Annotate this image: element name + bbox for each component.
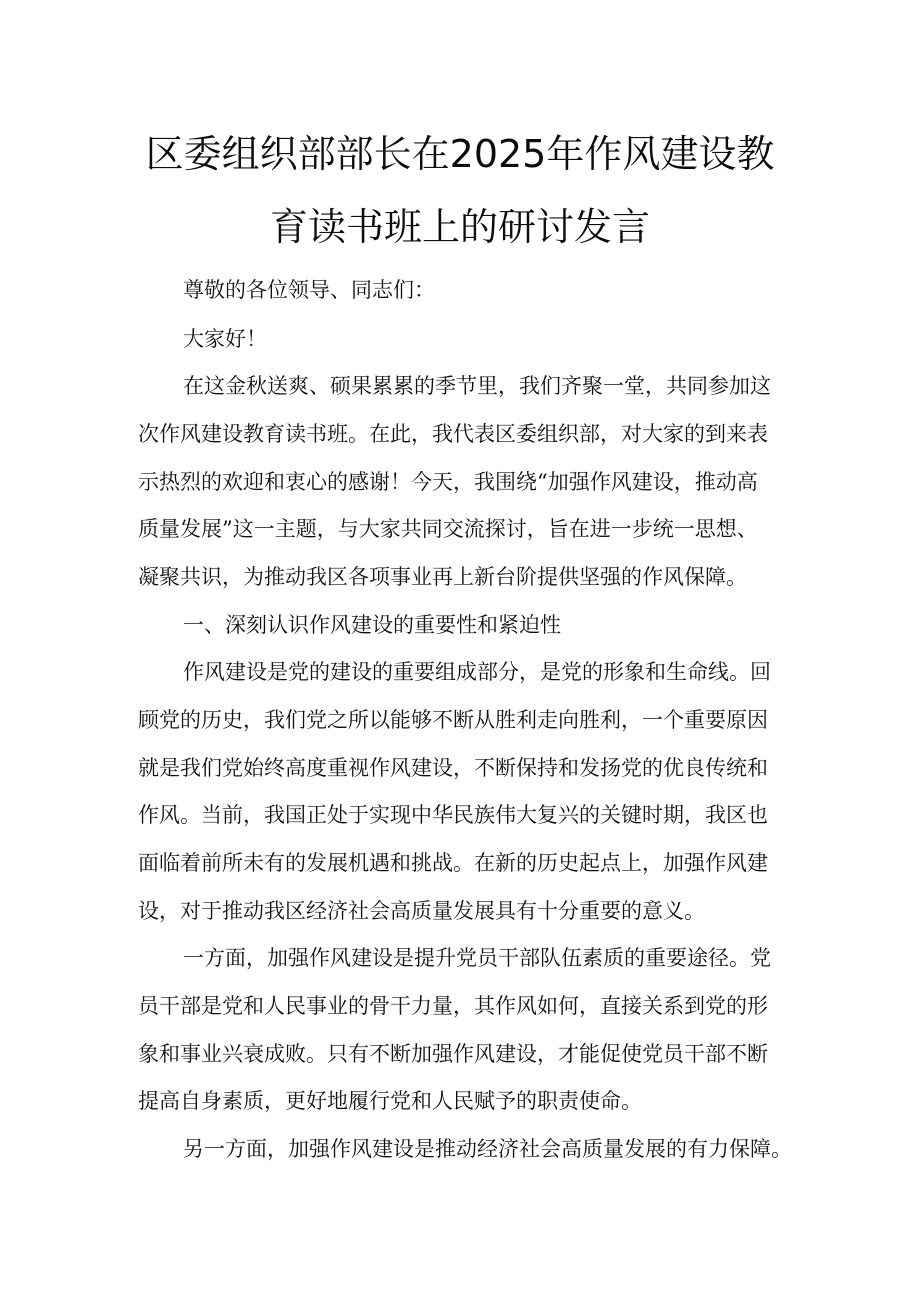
paragraph-line: 另一方面，加强作风建设是推动经济社会高质量发展的有力保障。 bbox=[183, 1137, 792, 1161]
paragraph-line: 示热烈的欢迎和衷心的感谢！今天，我围绕“加强作风建设，推动高 bbox=[138, 470, 758, 494]
section-heading: 一、深刻认识作风建设的重要性和紧迫性 bbox=[183, 613, 561, 637]
paragraph-line: 次作风建设教育读书班。在此，我代表区委组织部，对大家的到来表 bbox=[138, 422, 768, 446]
document-title-line-1: 区委组织部部长在2025年作风建设教 bbox=[145, 132, 775, 176]
paragraph-line: 面临着前所未有的发展机遇和挑战。在新的历史起点上，加强作风建 bbox=[138, 851, 768, 875]
greeting: 大家好！ bbox=[183, 327, 267, 351]
paragraph-line: 一方面，加强作风建设是提升党员干部队伍素质的重要途径。党 bbox=[183, 946, 771, 970]
paragraph-line: 提高自身素质，更好地履行党和人民赋予的职责使命。 bbox=[138, 1089, 642, 1113]
paragraph-line: 在这金秋送爽、硕果累累的季节里，我们齐聚一堂，共同参加这 bbox=[183, 374, 771, 398]
paragraph-line: 顾党的历史，我们党之所以能够不断从胜利走向胜利，一个重要原因 bbox=[138, 708, 768, 732]
paragraph-line: 设，对于推动我区经济社会高质量发展具有十分重要的意义。 bbox=[138, 899, 705, 923]
paragraph-line: 作风建设是党的建设的重要组成部分，是党的形象和生命线。回 bbox=[183, 660, 771, 684]
paragraph-line: 质量发展”这一主题，与大家共同交流探讨，旨在进一步统一思想、 bbox=[138, 517, 758, 541]
paragraph-line: 就是我们党始终高度重视作风建设，不断保持和发扬党的优良传统和 bbox=[138, 756, 768, 780]
salutation: 尊敬的各位领导、同志们： bbox=[183, 278, 435, 302]
paragraph-line: 象和事业兴衰成败。只有不断加强作风建设，才能促使党员干部不断 bbox=[138, 1042, 768, 1066]
paragraph-line: 作风。当前，我国正处于实现中华民族伟大复兴的关键时期，我区也 bbox=[138, 803, 768, 827]
paragraph-line: 凝聚共识，为推动我区各项事业再上新台阶提供坚强的作风保障。 bbox=[138, 565, 747, 589]
document-title-line-2: 育读书班上的研讨发言 bbox=[269, 205, 650, 249]
paragraph-line: 员干部是党和人民事业的骨干力量，其作风如何，直接关系到党的形 bbox=[138, 994, 768, 1018]
